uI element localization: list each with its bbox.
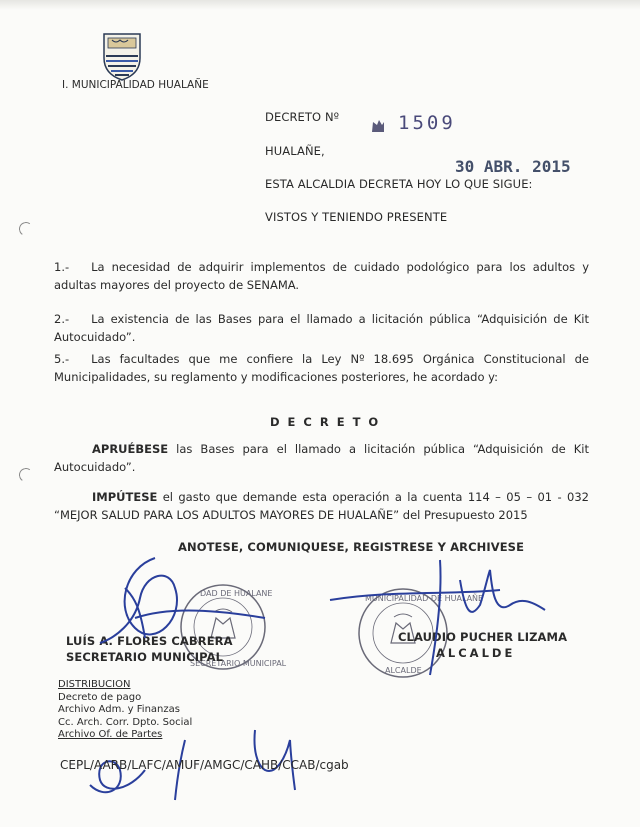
consideration-number: 1.-	[54, 260, 70, 274]
mayor-name: CLAUDIO PUCHER LIZAMA	[398, 630, 568, 644]
intro-line: ESTA ALCALDIA DECRETA HOY LO QUE SIGUE:	[265, 177, 533, 191]
stamp-mark-icon	[370, 118, 386, 134]
municipal-crest-icon	[100, 30, 144, 82]
punch-hole	[18, 221, 34, 237]
consideration-text: La existencia de las Bases para el llamado a licitación pública “Adquisición de Kit Autocuidado”.	[54, 312, 589, 344]
secretary-signature	[95, 548, 275, 658]
institution-name: I. MUNICIPALIDAD HUALAÑE	[62, 79, 209, 91]
resolution-imputese	[54, 488, 589, 524]
seal-text-bottom: SECRETARIO MUNICIPAL	[190, 659, 287, 668]
distribution-item: Archivo Of. de Partes	[58, 729, 163, 741]
distribution-item: Cc. Arch. Corr. Dpto. Social	[58, 716, 193, 728]
resolution-keyword: IMPÚTESE	[92, 490, 158, 504]
consideration-number: 2.-	[54, 312, 70, 326]
scan-edge	[0, 0, 640, 10]
resolution-apruebese	[54, 440, 589, 476]
place-label: HUALAÑE,	[265, 144, 325, 158]
initials-line: CEPL/AARB/LAFC/AMUF/AMGC/CAHB/CCAB/cgab	[60, 758, 349, 772]
consideration-2	[54, 310, 589, 346]
secretary-name: LUÍS A. FLORES CABRERA	[66, 634, 233, 648]
distribution-heading: DISTRIBUCION	[58, 679, 131, 690]
resolution-keyword: APRUÉBESE	[92, 442, 169, 456]
seal-text-bottom: ALCALDE	[385, 666, 422, 675]
distribution-item: Decreto de pago	[58, 691, 142, 703]
consideration-1	[54, 258, 589, 294]
decree-date: 30 ABR. 2015	[455, 157, 571, 176]
distribution-block	[58, 679, 192, 742]
mayor-title: ALCALDE	[436, 646, 516, 660]
consideration-text: Las facultades que me confiere la Ley Nº 18.695 Orgánica Constitucional de Municipalidades, su reglamento y modificaciones posteriores, he acordado y:	[54, 352, 589, 384]
consideration-number: 5.-	[54, 352, 70, 366]
secretary-title: SECRETARIO MUNICIPAL	[66, 650, 224, 664]
distribution-item: Archivo Adm. y Finanzas	[58, 704, 180, 716]
decreto-heading: D E C R E T O	[270, 415, 381, 429]
mayor-signature	[330, 560, 560, 680]
closing-line: ANOTESE, COMUNIQUESE, REGISTRESE Y ARCHIVESE	[178, 540, 525, 554]
decree-label: DECRETO Nº	[265, 110, 340, 124]
punch-hole	[18, 467, 34, 483]
vistos-line: VISTOS Y TENIENDO PRESENTE	[265, 210, 448, 224]
seal-text-top: DAD DE HUALANE	[200, 589, 273, 598]
seal-text-top: MUNICIPALIDAD DE HUALAÑE	[365, 594, 484, 603]
consideration-text: La necesidad de adquirir implementos de cuidado podológico para los adultos y adultas mayores del proyecto de SENAMA.	[54, 260, 589, 292]
resolution-text: el gasto que demande esta operación a la cuenta 114 – 05 – 01 - 032 “MEJOR SALUD PARA LOS ADULTOS MAYORES DE HUALAÑE” del Presupuesto 2015	[54, 490, 589, 522]
decree-number: 1509	[398, 112, 456, 134]
resolution-text: las Bases para el llamado a licitación pública “Adquisición de Kit Autocuidado”.	[54, 442, 589, 474]
consideration-3	[54, 350, 589, 386]
